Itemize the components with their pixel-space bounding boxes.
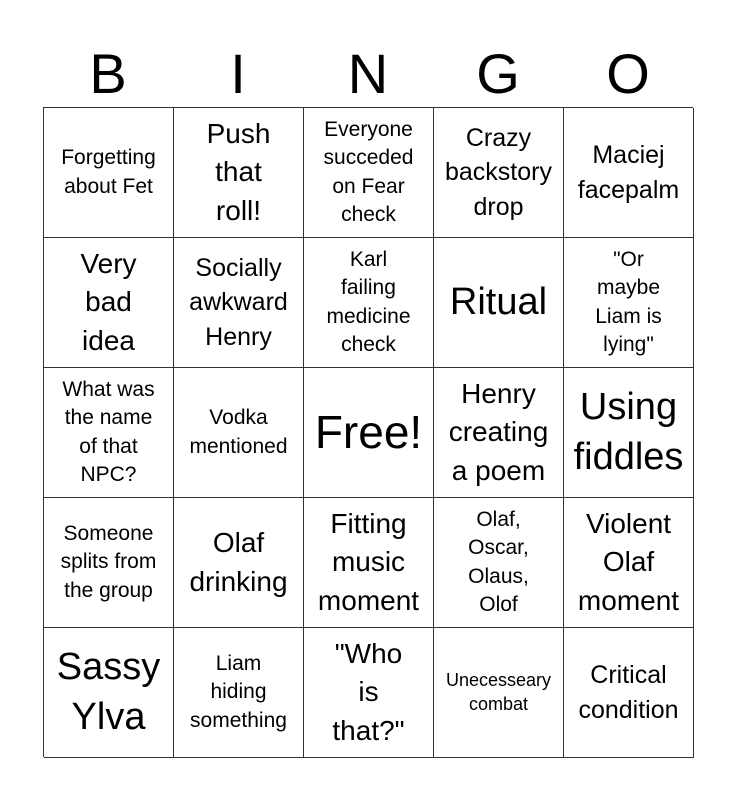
- bingo-cell[interactable]: Unecesseary combat: [434, 628, 564, 758]
- header-letter-b: B: [89, 42, 127, 105]
- bingo-cell[interactable]: Using fiddles: [564, 368, 694, 498]
- bingo-cell[interactable]: Violent Olaf moment: [564, 498, 694, 628]
- bingo-cell[interactable]: Olaf, Oscar, Olaus, Olof: [434, 498, 564, 628]
- bingo-cell[interactable]: Forgetting about Fet: [44, 108, 174, 238]
- header-letter-g: G: [476, 42, 520, 105]
- bingo-cell[interactable]: Very bad idea: [44, 238, 174, 368]
- bingo-cell[interactable]: "Who is that?": [304, 628, 434, 758]
- bingo-cell[interactable]: Liam hiding something: [174, 628, 304, 758]
- bingo-header: [43, 40, 693, 108]
- header-letter-n: N: [347, 42, 389, 105]
- bingo-cell[interactable]: Ritual: [434, 238, 564, 368]
- bingo-cell[interactable]: Olaf drinking: [174, 498, 304, 628]
- bingo-cell[interactable]: Someone splits from the group: [44, 498, 174, 628]
- bingo-cell[interactable]: Henry creating a poem: [434, 368, 564, 498]
- header-letter-i: I: [230, 42, 246, 105]
- bingo-cell[interactable]: What was the name of that NPC?: [44, 368, 174, 498]
- bingo-board: [43, 107, 693, 757]
- bingo-cell[interactable]: Socially awkward Henry: [174, 238, 304, 368]
- free-cell[interactable]: Free!: [304, 368, 434, 498]
- header-letter-o: O: [606, 42, 650, 105]
- bingo-cell[interactable]: Sassy Ylva: [44, 628, 174, 758]
- bingo-cell[interactable]: Critical condition: [564, 628, 694, 758]
- bingo-cell[interactable]: "Or maybe Liam is lying": [564, 238, 694, 368]
- bingo-cell[interactable]: Fitting music moment: [304, 498, 434, 628]
- bingo-cell[interactable]: Push that roll!: [174, 108, 304, 238]
- bingo-cell[interactable]: Crazy backstory drop: [434, 108, 564, 238]
- bingo-cell[interactable]: Karl failing medicine check: [304, 238, 434, 368]
- bingo-cell[interactable]: Everyone succeded on Fear check: [304, 108, 434, 238]
- bingo-cell[interactable]: Vodka mentioned: [174, 368, 304, 498]
- bingo-cell[interactable]: Maciej facepalm: [564, 108, 694, 238]
